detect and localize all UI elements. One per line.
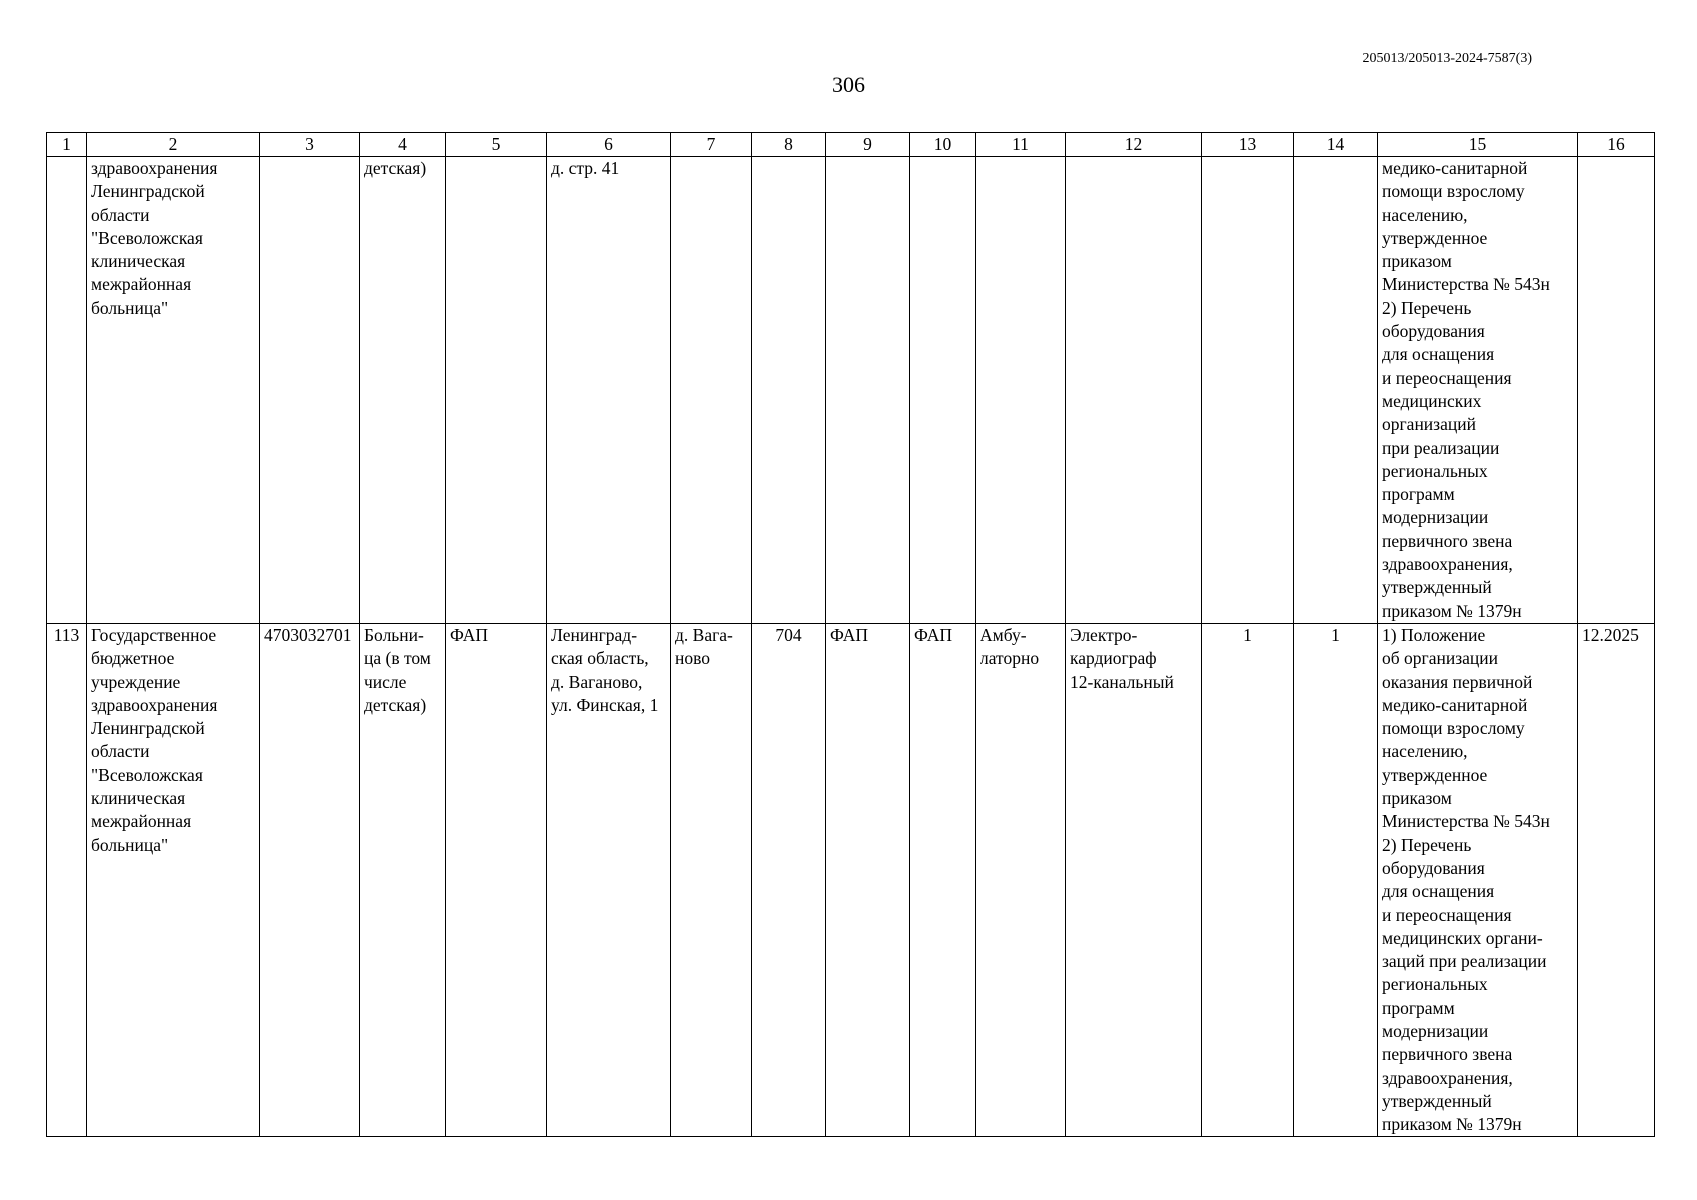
cell-address: Ленинград- ская область, д. Ваганово, ул. Финская, 1 <box>547 623 671 1137</box>
cell-settlement: д. Вага- ново <box>671 623 752 1137</box>
cell-quantity <box>1202 157 1294 624</box>
cell-quantity-2 <box>1294 157 1378 624</box>
cell-unit <box>446 157 547 624</box>
cell-col10: ФАП <box>910 623 976 1137</box>
cell-legal-basis: медико-санитарной помощи взрослому населению, утвержденное приказом Министерства № 543н 2) Перечень оборудования для оснащения и переоснащения медицинских организаций при реализации региональных программ модернизации первичного звена здравоохранения, утвержденный приказом № 1379н <box>1378 157 1578 624</box>
column-header: 15 <box>1378 133 1578 157</box>
column-header: 7 <box>671 133 752 157</box>
column-header: 12 <box>1066 133 1202 157</box>
column-header: 5 <box>446 133 547 157</box>
cell-quantity-2: 1 <box>1294 623 1378 1137</box>
cell-organization: здравоохранения Ленинградской области "Всеволожская клиническая межрайонная больница" <box>87 157 260 624</box>
column-header: 3 <box>260 133 360 157</box>
column-header: 10 <box>910 133 976 157</box>
column-header: 8 <box>752 133 826 157</box>
cell-inn: 4703032701 <box>260 623 360 1137</box>
cell-organization: Государственное бюджетное учреждение здравоохранения Ленинградской области "Всеволожская клиническая межрайонная больница" <box>87 623 260 1137</box>
page-number: 306 <box>832 72 865 97</box>
column-number-row <box>47 133 1655 157</box>
cell-number: 113 <box>47 623 87 1137</box>
cell-inn <box>260 157 360 624</box>
cell-quantity: 1 <box>1202 623 1294 1137</box>
cell-col10 <box>910 157 976 624</box>
cell-population <box>752 157 826 624</box>
cell-settlement <box>671 157 752 624</box>
cell-unit: ФАП <box>446 623 547 1137</box>
cell-care-form: Амбу- латорно <box>976 623 1066 1137</box>
column-header: 13 <box>1202 133 1294 157</box>
cell-equipment: Электро- кардиограф 12-канальный <box>1066 623 1202 1137</box>
document-id: 205013/205013-2024-7587(3) <box>1362 51 1532 66</box>
column-header: 11 <box>976 133 1066 157</box>
column-header: 6 <box>547 133 671 157</box>
cell-date: 12.2025 <box>1578 623 1655 1137</box>
cell-legal-basis: 1) Положение об организации оказания первичной медико-санитарной помощи взрослому населению, утвержденное приказом Министерства № 543н 2) Перечень оборудования для оснащения и переоснащения медицинских органи- заций при реализации региональных программ модернизации первичного звена здравоохранения, утвержденный приказом № 1379н <box>1378 623 1578 1137</box>
cell-number <box>47 157 87 624</box>
column-header: 2 <box>87 133 260 157</box>
table-row <box>47 623 1655 1137</box>
cell-equipment <box>1066 157 1202 624</box>
column-header: 1 <box>47 133 87 157</box>
table-row <box>47 157 1655 624</box>
cell-facility-type: детская) <box>360 157 446 624</box>
cell-facility-type: Больни- ца (в том числе детская) <box>360 623 446 1137</box>
cell-col9: ФАП <box>826 623 910 1137</box>
column-header: 16 <box>1578 133 1655 157</box>
cell-care-form <box>976 157 1066 624</box>
column-header: 14 <box>1294 133 1378 157</box>
column-header: 9 <box>826 133 910 157</box>
column-header: 4 <box>360 133 446 157</box>
cell-date <box>1578 157 1655 624</box>
cell-population: 704 <box>752 623 826 1137</box>
cell-address: д. стр. 41 <box>547 157 671 624</box>
cell-col9 <box>826 157 910 624</box>
data-table <box>46 132 1655 1137</box>
